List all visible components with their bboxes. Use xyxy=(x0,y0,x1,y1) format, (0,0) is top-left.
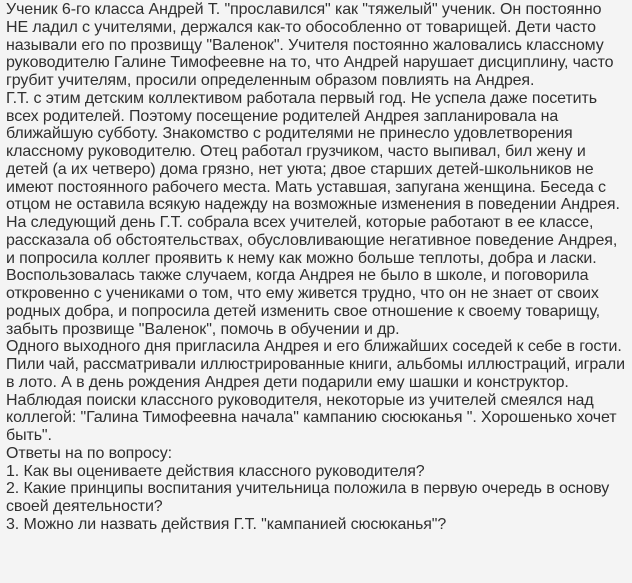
story-paragraph-2: Г.Т. с этим детским коллективом работала первый год. Не успела даже посетить всех родителей. Поэтому посещение родителей Андрея запланировала на ближайшую субботу. Знакомство с родителями не принесло удовлетворения классному руководителю. Отец работал грузчиком, часто выпивал, бил жену и детей (а их четверо) дома грязно, нет уюта; двое старших детей-школьников не имеют постоянного рабочего места. Мать уставшая, запугана женщина. Беседа с отцом не оставила всякую надежду на возможные изменения в поведении Андрея. xyxy=(6,89,620,214)
story-paragraph-4: Одного выходного дня пригласила Андрея и его ближайших соседей к себе в гости. Пили чай, рассматривали иллюстрированные книги, альбомы иллюстраций, играли в лото. А в день рождения Андрея дети подарили ему шашки и конструктор. xyxy=(6,338,625,391)
question-1: 1. Как вы оцениваете действия классного руководителя? xyxy=(6,462,425,480)
questions-heading: Ответы на по вопросу: xyxy=(6,444,172,462)
question-2: 2. Какие принципы воспитания учительница положила в первую очередь в основу своей деятельности? xyxy=(6,480,610,515)
story-paragraph-5: Наблюдая поиски классного руководителя, некоторые из учителей смеялся над коллегой: "Галина Тимофеевна начала" кампанию сюсюканья ". Хорошенько хочет быть". xyxy=(6,391,617,444)
question-3: 3. Можно ли назвать действия Г.Т. "кампанией сюсюканья"? xyxy=(6,515,447,533)
story-paragraph-3: На следующий день Г.Т. собрала всех учителей, которые работают в ее классе, рассказала об обстоятельствах, обусловливающие негативное поведение Андрея, и попросила коллег проявить к нему как можно больше теплоты, добра и ласки. Воспользовалась также случаем, когда Андрея не было в школе, и поговорила откровенно с учениками о том, что ему живется трудно, что он не знает от своих родных добра, и попросила детей изменить свое отношение к своему товарищу, забыть прозвище "Валенок", помочь в обучении и др. xyxy=(6,214,618,338)
story-paragraph-1: Ученик 6-го класса Андрей Т. "прославился" как "тяжелый" ученик. Он постоянно НЕ ладил с учителями, держался как-то обособленно от товарищей. Дети часто называли его по прозвищу "Валенок". Учителя постоянно жаловались классному руководителю Галине Тимофеевне на то, что Андрей нарушает дисциплину, часто грубит учителям, просили определенным образом повлиять на Андрея. xyxy=(6,1,614,89)
